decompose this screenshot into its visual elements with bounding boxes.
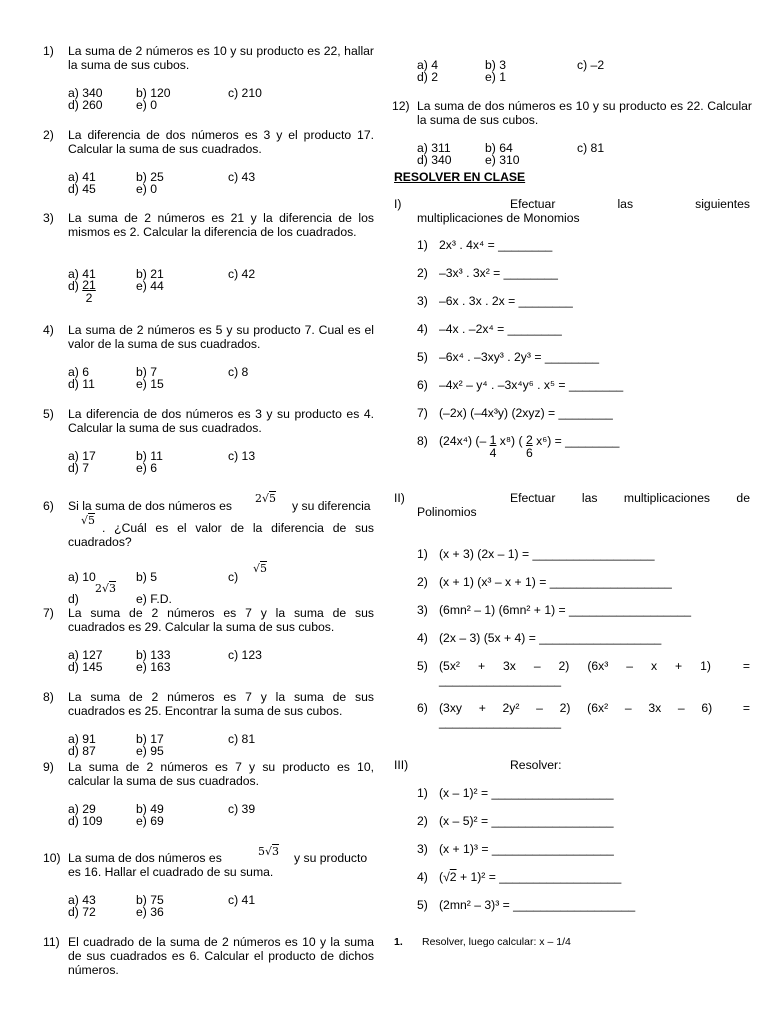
option-e: e) 95 <box>136 744 164 758</box>
exercise-text: (x + 1)³ = __________________ <box>439 842 614 856</box>
answer-options <box>68 732 388 756</box>
option-b: b) 75 <box>136 893 164 907</box>
radical-expression: 2√3 <box>95 582 117 595</box>
option-b: b) 64 <box>485 141 513 155</box>
option-b: b) 133 <box>136 648 171 662</box>
exercise-item <box>417 659 750 687</box>
expression-part: 2) <box>559 701 571 715</box>
fraction-numerator: 1 <box>489 433 497 447</box>
exercise-text: (x + 1) (x³ – x + 1) = __________________ <box>439 575 672 589</box>
exercise-number: 5) <box>417 659 428 673</box>
exercise-item <box>417 575 672 589</box>
answer-options <box>68 449 388 473</box>
exercise-item <box>417 870 621 884</box>
option-c: c) 43 <box>228 170 256 184</box>
exercise-text: –3x³ . 3x² = ________ <box>439 266 558 280</box>
option-a: a) 311 <box>417 141 451 155</box>
radicand: 3 <box>109 582 117 595</box>
exercise-item <box>417 266 558 280</box>
option-d: d) 2 <box>417 70 439 84</box>
exercise-text: –6x⁴ . –3xy³ . 2y³ = ________ <box>439 350 600 364</box>
option-e: e) 0 <box>136 182 158 196</box>
option-c: c) 210 <box>228 86 262 100</box>
exercise-text: (2x – 3) (5x + 4) = __________________ <box>439 631 662 645</box>
problem-statement-part1: La suma de dos números es <box>68 851 222 865</box>
problem-statement: La suma de 2 números es 5 y su producto 7. Cual es el valor de la suma de sus cuadrados. <box>68 323 374 351</box>
option-d: d) <box>68 592 79 606</box>
problem-number: 1) <box>43 44 54 58</box>
option-c: c) <box>228 570 239 584</box>
option-b: b) 5 <box>136 570 158 584</box>
exercise-text: x⁶) = ________ <box>536 434 620 448</box>
exercise-number: 6) <box>417 701 428 715</box>
expression-part: = <box>742 701 750 715</box>
problem-number: 8) <box>43 690 54 704</box>
section-i-numeral: I) <box>394 197 402 211</box>
expression-part: 3x <box>503 659 516 673</box>
answer-options <box>68 893 388 917</box>
exercise-text: –4x² – y⁴ . –3x⁴y⁶ . x⁵ = ________ <box>439 378 624 392</box>
exercise-number: 8) <box>417 434 428 448</box>
radical-expression: 2√5 <box>255 492 277 505</box>
option-c: c) 13 <box>228 449 256 463</box>
option-a: a) 10 <box>68 570 96 584</box>
exercise-item <box>417 814 614 828</box>
instruction-word: Efectuar <box>510 491 556 505</box>
answer-options <box>68 648 388 672</box>
footer-note <box>394 935 571 949</box>
radical-expression: √2 <box>443 870 457 884</box>
fraction-numerator: 2 <box>525 433 533 447</box>
expression-part: – <box>677 701 685 715</box>
fraction <box>82 279 96 305</box>
radical-coefficient: 2 <box>255 492 262 505</box>
option-e: e) 310 <box>485 153 520 167</box>
expression-part: – <box>624 701 632 715</box>
exercise-number: 4) <box>417 870 428 884</box>
section-iii-numeral: III) <box>394 758 409 772</box>
exercise-text: (x + 3) (2x – 1) = __________________ <box>439 547 655 561</box>
exercise-item <box>417 842 614 856</box>
option-c: c) 8 <box>228 365 249 379</box>
option-c: c) 81 <box>577 141 605 155</box>
fraction-denominator: 6 <box>525 446 533 460</box>
exercise-text: (x – 1)² = __________________ <box>439 786 614 800</box>
option-a: a) 4 <box>417 58 439 72</box>
section-i-instruction <box>417 197 750 225</box>
exercise-number: 5) <box>417 898 428 912</box>
problem-11-options <box>417 58 737 82</box>
exercise-text: (x – 5)² = __________________ <box>439 814 614 828</box>
expression-part: + <box>477 659 486 673</box>
radicand: 5 <box>88 514 96 527</box>
instruction-word: Efectuar <box>510 197 556 211</box>
instruction-word: de <box>736 491 750 505</box>
problem-number: 4) <box>43 323 54 337</box>
expression-part: (6x³ <box>587 659 609 673</box>
answer-options <box>68 365 388 389</box>
exercise-number: 6) <box>417 378 428 392</box>
exercise-text: (–2x) (–4x³y) (2xyz) = ________ <box>439 406 613 420</box>
fraction-numerator: 21 <box>82 278 96 292</box>
instruction-line: Polinomios <box>417 505 477 519</box>
problem-statement-part2: y su producto <box>294 851 368 865</box>
answer-options <box>68 562 388 606</box>
option-d: d) 109 <box>68 814 103 828</box>
expression-part: x <box>650 659 658 673</box>
radicand: 5 <box>260 562 268 575</box>
option-a: a) 17 <box>68 449 96 463</box>
exercise-item <box>417 378 623 392</box>
exercise-text: (6mn² – 1) (6mn² + 1) = __________________ <box>439 603 692 617</box>
exercise-text: x⁸) ( <box>499 434 523 448</box>
exercise-text: + 1)² = __________________ <box>459 870 622 884</box>
instruction-word: las <box>581 491 598 505</box>
section-heading: RESOLVER EN CLASE <box>394 170 526 184</box>
expression-part: + <box>675 659 683 673</box>
problem-number: 6) <box>43 499 54 513</box>
expression-part: (6x² <box>587 701 609 715</box>
section-ii-numeral: II) <box>394 491 405 505</box>
option-a: a) 340 <box>68 86 103 100</box>
expression-part: (5x² <box>439 659 460 673</box>
problem-number: 12) <box>392 99 410 113</box>
section-ii-instruction <box>417 491 750 519</box>
exercise-item <box>417 238 552 252</box>
exercise-text: –4x . –2x⁴ = ________ <box>439 322 562 336</box>
option-b: b) 120 <box>136 86 171 100</box>
option-e: e) 0 <box>136 98 158 112</box>
option-b: b) 7 <box>136 365 158 379</box>
fraction-denominator: 4 <box>489 446 497 460</box>
exercise-text: 2x³ . 4x⁴ = ________ <box>439 238 553 252</box>
answer-options <box>417 141 737 165</box>
expression-part: + <box>478 701 486 715</box>
exercise-item <box>417 898 635 912</box>
option-c: c) 123 <box>228 648 262 662</box>
option-d: d) 145 <box>68 660 103 674</box>
instruction-word: las <box>617 197 634 211</box>
option-d: d) 11 <box>68 377 95 391</box>
option-d: d) 72 <box>68 905 96 919</box>
problem-statement: La suma de 2 números es 7 y la suma de sus cuadrados es 25. Encontrar la suma de sus cubos. <box>68 690 374 718</box>
option-e: e) F.D. <box>136 592 172 606</box>
problem-statement: La diferencia de dos números es 3 y el producto 17. Calcular la suma de sus cuadrados. <box>68 128 374 156</box>
expression-part: – <box>626 659 634 673</box>
exercise-number: 5) <box>417 350 428 364</box>
exercise-item <box>417 631 661 645</box>
radicand: 3 <box>272 845 280 858</box>
option-b: b) 3 <box>485 58 507 72</box>
problem-statement: La suma de 2 números es 7 y la suma de sus cuadrados es 29. Calcular la suma de sus cubos. <box>68 606 374 634</box>
expression-part: 6) <box>701 701 713 715</box>
problem-statement: La diferencia de dos números es 3 y su producto es 4. Calcular la suma de sus cuadrados. <box>68 407 374 435</box>
fraction <box>526 434 533 460</box>
section-iii-title: Resolver: <box>510 758 562 772</box>
option-d: d) 87 <box>68 744 96 758</box>
exercise-number: 1) <box>417 238 428 252</box>
problem-statement: La suma de 2 números es 21 y la diferencia de los mismos es 2. Calcular la diferencia de los cuadrados. <box>68 211 374 239</box>
problem-statement: El cuadrado de la suma de 2 números es 10 y la suma de sus cuadrados es 6. Calcular el producto de dichos números. <box>68 935 374 977</box>
option-d: d) 260 <box>68 98 103 112</box>
exercise-number: 3) <box>417 294 428 308</box>
answer-line: __________________ <box>439 715 562 729</box>
expression-part: 3x <box>648 701 662 715</box>
option-c: c) 39 <box>228 802 256 816</box>
radical-expression: √5 <box>253 562 268 575</box>
exercise-item <box>417 294 573 308</box>
answer-options <box>68 267 388 305</box>
answer-options <box>68 170 388 194</box>
expression-part: – <box>533 659 541 673</box>
option-a: a) 41 <box>68 170 96 184</box>
option-b: b) 17 <box>136 732 164 746</box>
option-c: c) 81 <box>228 732 256 746</box>
problem-number: 7) <box>43 606 54 620</box>
option-c: c) 42 <box>228 267 256 281</box>
expression-part: – <box>536 701 543 715</box>
problem-number: 11) <box>43 935 60 949</box>
exercise-item <box>417 406 613 420</box>
instruction-word: siguientes <box>695 197 750 211</box>
option-c: c) 41 <box>228 893 256 907</box>
exercise-number: 2) <box>417 814 428 828</box>
footer-text: Resolver, luego calcular: x – 1/4 <box>422 936 571 948</box>
option-d-label: d) <box>68 279 79 293</box>
option-e: e) 1 <box>485 70 507 84</box>
radicand: 2 <box>449 870 457 884</box>
problem-number: 2) <box>43 128 54 142</box>
exercise-item <box>417 547 654 561</box>
option-e: e) 15 <box>136 377 164 391</box>
exercise-text: –6x . 3x . 2x = ________ <box>439 294 573 308</box>
option-e: e) 69 <box>136 814 164 828</box>
exercise-text: ( <box>439 870 444 884</box>
expression-part: 2y² <box>502 701 520 715</box>
problem-number: 3) <box>43 211 54 225</box>
option-a: a) 127 <box>68 648 103 662</box>
option-a: a) 6 <box>68 365 90 379</box>
option-d: d) 340 <box>417 153 452 167</box>
expression-part: = <box>742 659 750 673</box>
radical-expression: 5√3 <box>258 845 280 858</box>
problem-number: 10) <box>43 851 61 865</box>
exercise-number: 4) <box>417 631 428 645</box>
problem-statement-part2: y su diferencia <box>292 499 371 513</box>
footer-number: 1. <box>394 936 403 948</box>
exercise-number: 1) <box>417 547 428 561</box>
option-d <box>68 279 96 305</box>
option-e: e) 163 <box>136 660 171 674</box>
exercise-item <box>417 350 599 364</box>
problem-statement: La suma de 2 números es 10 y su producto es 22, hallar la suma de sus cubos. <box>68 44 374 72</box>
option-c: c) –2 <box>577 58 605 72</box>
expression-part: 1) <box>700 659 711 673</box>
expression-part: 2) <box>558 659 570 673</box>
fraction-denominator: 2 <box>85 291 93 305</box>
option-b: b) 21 <box>136 267 164 281</box>
exercise-text: (2mn² – 3)³ = __________________ <box>439 898 636 912</box>
problem-statement-part3: . ¿Cuál es el valor de la diferencia de sus cuadrados? <box>68 521 374 549</box>
problem-number: 9) <box>43 760 54 774</box>
exercise-number: 2) <box>417 575 428 589</box>
option-d: d) 7 <box>68 461 90 475</box>
exercise-number: 4) <box>417 322 428 336</box>
radical-coefficient: 2 <box>95 582 102 595</box>
fraction <box>490 434 497 460</box>
exercise-item <box>417 322 562 336</box>
option-e: e) 36 <box>136 905 164 919</box>
option-b: b) 11 <box>136 449 163 463</box>
answer-line: __________________ <box>439 673 562 687</box>
exercise-number: 3) <box>417 842 428 856</box>
problem-statement-part3: es 16. Hallar el cuadrado de su suma. <box>68 865 274 879</box>
option-a: a) 91 <box>68 732 96 746</box>
instruction-word: multiplicaciones <box>623 491 710 505</box>
option-a: a) 41 <box>68 267 96 281</box>
option-b: b) 49 <box>136 802 164 816</box>
answer-options <box>68 86 388 110</box>
problem-number: 5) <box>43 407 54 421</box>
exercise-item <box>417 434 619 460</box>
exercise-item <box>417 603 691 617</box>
exercise-number: 2) <box>417 266 428 280</box>
radicand: 5 <box>269 492 277 505</box>
radical-coefficient: 5 <box>258 845 265 858</box>
answer-options <box>68 802 388 826</box>
option-a: a) 43 <box>68 893 96 907</box>
instruction-line: multiplicaciones de Monomios <box>417 211 580 225</box>
exercise-number: 3) <box>417 603 428 617</box>
problem-statement: La suma de dos números es 10 y su producto es 22. Calcular la suma de sus cubos. <box>417 99 752 127</box>
option-e: e) 6 <box>136 461 158 475</box>
option-a: a) 29 <box>68 802 96 816</box>
option-e: e) 44 <box>136 279 164 293</box>
option-b: b) 25 <box>136 170 164 184</box>
option-d: d) 45 <box>68 182 96 196</box>
problem-statement-part1: Si la suma de dos números es <box>68 499 232 513</box>
exercise-number: 7) <box>417 406 428 420</box>
exercise-number: 1) <box>417 786 428 800</box>
problem-statement: La suma de 2 números es 7 y su producto es 10, calcular la suma de sus cuadrados. <box>68 760 374 788</box>
radical-expression: √5 <box>81 514 96 527</box>
exercise-item <box>417 701 750 729</box>
exercise-item <box>417 786 614 800</box>
expression-part: (3xy <box>439 701 463 715</box>
exercise-text: (24x⁴) (– <box>439 434 487 448</box>
